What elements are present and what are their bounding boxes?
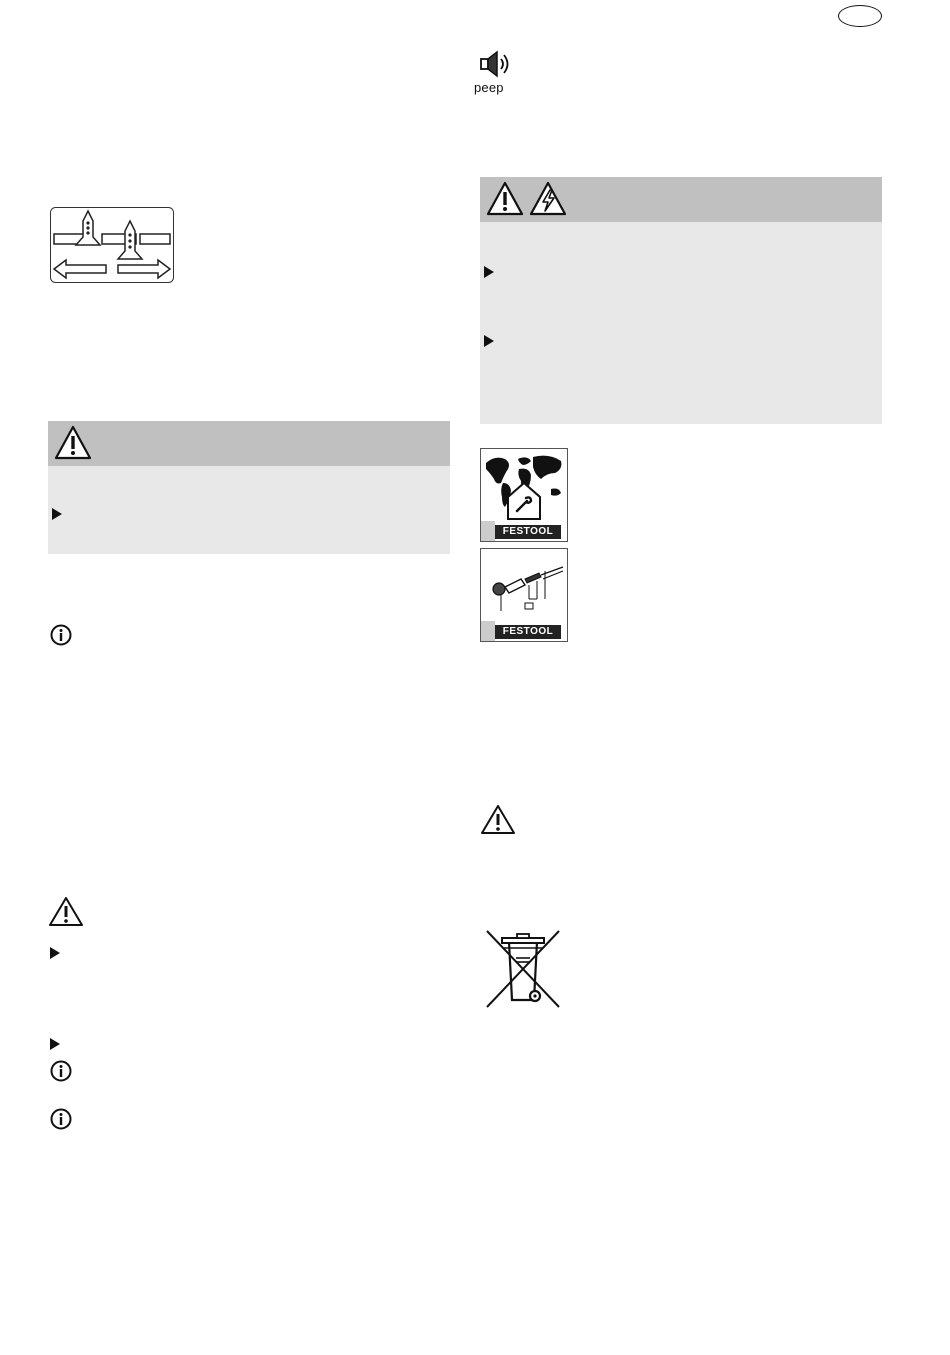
- service-card-bar: [481, 521, 567, 541]
- info-icon: [50, 1060, 72, 1087]
- festool-logo: FESTOOL: [495, 525, 561, 539]
- warning-box-left: [48, 421, 450, 554]
- bullet-marker: [50, 1038, 60, 1050]
- info-icon: [50, 1108, 72, 1135]
- bullet-marker: [52, 508, 62, 520]
- bullet-marker: [484, 335, 494, 347]
- spare-parts-card-bar: [481, 621, 567, 641]
- speaker-icon: [480, 50, 512, 83]
- festool-logo: FESTOOL: [495, 625, 561, 639]
- warning-box-right: [480, 177, 882, 424]
- peep-label: peep: [474, 80, 504, 95]
- service-card: [480, 448, 568, 542]
- info-icon: [50, 624, 72, 651]
- electric-shock-icon: [528, 180, 568, 223]
- rail-position-icon: [50, 207, 174, 283]
- bullet-marker: [484, 266, 494, 278]
- warning-box-left-header: [48, 421, 450, 466]
- language-badge: [838, 5, 882, 27]
- bullet-marker: [50, 947, 60, 959]
- spare-parts-card: [480, 548, 568, 642]
- warning-icon: [48, 896, 84, 933]
- warning-icon: [485, 180, 525, 223]
- crossed-bin-icon: [484, 928, 562, 1015]
- warning-icon: [480, 804, 516, 841]
- warning-icon: [53, 424, 93, 467]
